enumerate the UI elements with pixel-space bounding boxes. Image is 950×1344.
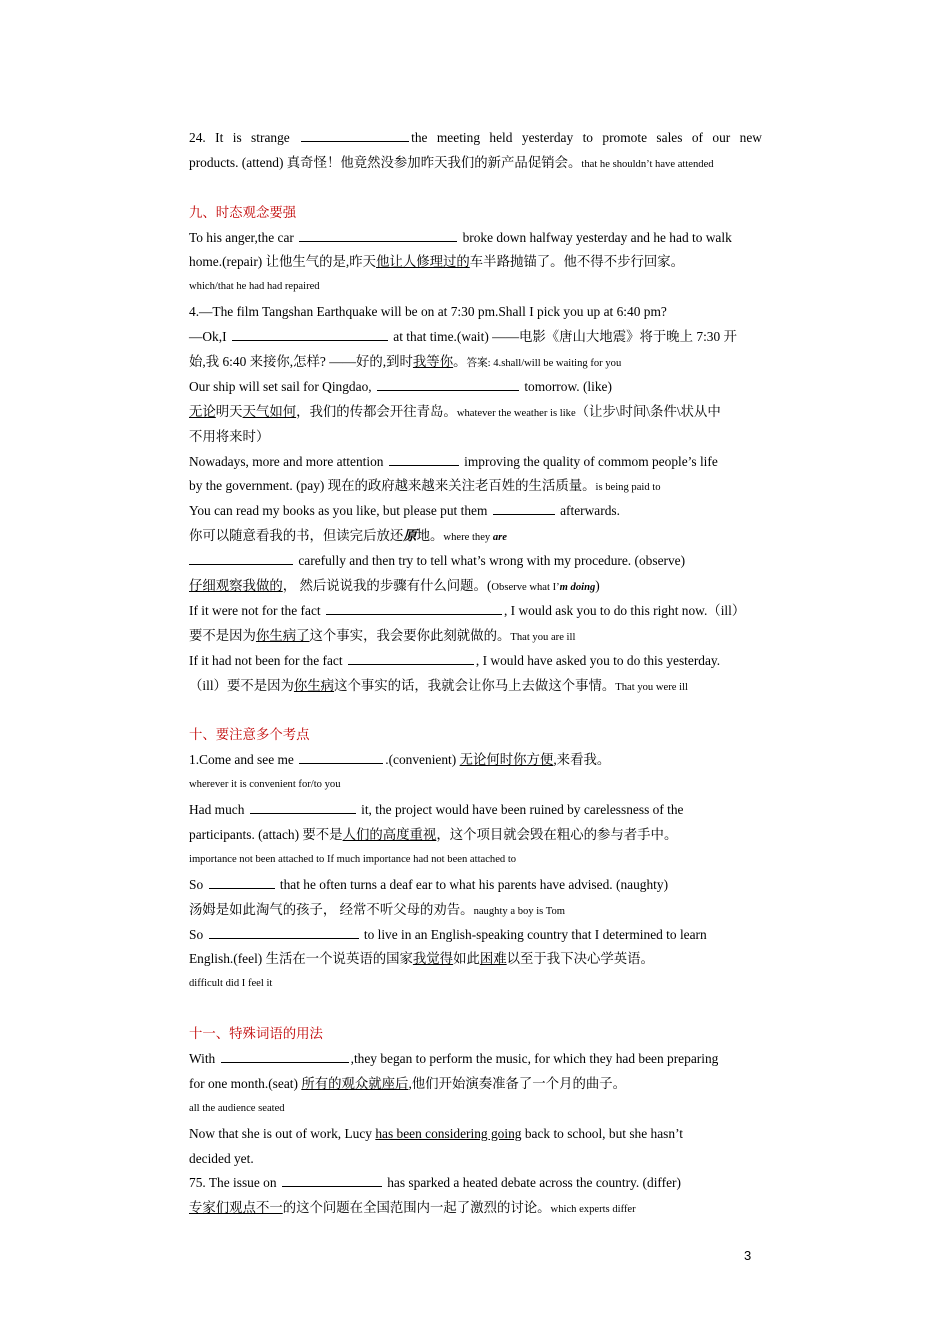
q24-line-2: [189, 151, 762, 176]
question-text: 1.Come and see me: [189, 752, 298, 768]
question-text: ,来看我。: [553, 752, 611, 768]
s11-q1-line-1: [189, 1047, 762, 1072]
q24-text: products. (attend) 真奇怪！他竟然没参加昨天我们的新产品促销会。: [189, 154, 582, 170]
question-text: So: [189, 926, 207, 942]
answer-blank: [189, 552, 293, 565]
answer-text: all the audience seated: [189, 1102, 285, 1114]
s11-q2-line-2: decided yet.: [189, 1150, 254, 1166]
underlined-text: 困难: [479, 951, 507, 967]
s9-q7-line-1: [189, 599, 762, 624]
underlined-text: 你生病了: [255, 627, 310, 643]
question-text: 以至于我下决心学英语。: [506, 951, 654, 967]
question-text: to live in an English-speaking country that I determined to learn: [360, 926, 707, 942]
underlined-text: 仔细观察我做的: [189, 578, 283, 594]
answer-text: importance not been attached to If much importance had not been attached to: [189, 853, 517, 865]
question-text: it, the project would have been ruined by carelessness of the: [357, 802, 684, 818]
s11-q2-line-1: [189, 1122, 762, 1147]
s10-q4-line-1: [189, 923, 762, 948]
underlined-text: 我等你: [412, 354, 454, 370]
answer-blank: [209, 926, 359, 939]
question-text: —Ok,I: [189, 329, 230, 345]
answer-text: [443, 532, 507, 543]
question-text: 这个事实，我会要你此刻就做的。: [309, 627, 511, 643]
question-text: ，我们的传都会开往青岛。: [296, 403, 457, 419]
s9-q1-line-2: [189, 250, 762, 275]
underlined-text: 天气如何: [242, 403, 297, 419]
s9-q3-line-2: [189, 400, 762, 425]
question-text: afterwards.: [556, 503, 620, 519]
question-text: With: [189, 1050, 219, 1066]
question-text: participants. (attach) 要不是: [189, 826, 343, 842]
question-text: has sparked a heated debate across the country. (differ): [383, 1175, 681, 1191]
s9-q3-line-1: [189, 375, 762, 400]
answer-blank: [326, 602, 502, 615]
s11-q3-line-1: [189, 1171, 762, 1196]
s9-q2-line-1: 4.—The film Tangshan Earthquake will be on at 7:30 pm.Shall I pick you up at 6:40 pm?: [189, 304, 667, 320]
document-page: [189, 126, 762, 1221]
s10-q3-line-1: [189, 873, 762, 898]
question-text: So: [189, 876, 207, 892]
s11-q1-line-2: [189, 1072, 762, 1097]
question-text: by the government. (pay) 现在的政府越来越来关注老百姓的生活质量。: [189, 478, 596, 494]
question-text: 你可以随意看我的书，但读完后放还: [189, 528, 404, 544]
answer-blank: [389, 453, 459, 466]
question-text: ， 然后说说我的步骤有什么问题。(: [282, 578, 492, 594]
question-text: 地。: [416, 528, 444, 544]
s9-q5-line-2: [189, 524, 762, 549]
question-text: 75. The issue on: [189, 1175, 280, 1191]
underlined-text: 人们的高度重视: [342, 826, 437, 842]
answer-blank: [348, 652, 474, 665]
question-text: for one month.(seat): [189, 1075, 302, 1091]
question-text: （让步\时间\条件\状从中: [575, 403, 721, 419]
emphasis-text: 原: [403, 528, 417, 544]
answer-text-part: where they: [443, 532, 493, 544]
s9-q1-line-1: [189, 226, 762, 251]
question-text: Now that she is out of work, Lucy: [189, 1125, 376, 1141]
answer-blank: [232, 328, 388, 341]
q24-line-1: [189, 126, 762, 151]
q24-text: 24. It is strange: [189, 130, 300, 145]
s9-q5-line-1: [189, 499, 762, 524]
question-text: tomorrow. (like): [520, 378, 612, 394]
question-text: Nowadays, more and more attention: [189, 453, 387, 469]
question-text: carefully and then try to tell what’s wrong with my procedure. (observe): [295, 553, 686, 569]
underlined-text: 我觉得: [412, 951, 454, 967]
answer-blank: [299, 229, 457, 242]
question-text: 这个事实的话，我就会让你马上去做这个事情。: [334, 677, 616, 693]
s9-q7-line-2: [189, 624, 762, 649]
s10-q1-line-1: [189, 748, 762, 773]
s9-q8-line-2: [189, 674, 762, 699]
answer-emphasis: m doing: [559, 582, 596, 594]
s9-q4-line-2: [189, 474, 762, 499]
question-text: If it were not for the fact: [189, 602, 324, 618]
section-heading-10: 十、要注意多个考点: [189, 727, 310, 743]
question-text: , I would have asked you to do this yesterday.: [475, 652, 721, 668]
question-text: 始,我 6:40 来接你,怎样? ——好的,到时: [189, 354, 413, 370]
question-text: that he often turns a deaf ear to what his parents have advised. (naughty): [276, 876, 669, 892]
underlined-text: 无论: [189, 403, 216, 419]
question-text: ): [595, 578, 600, 594]
answer-text: wherever it is convenient for/to you: [189, 779, 341, 791]
answer-text: [491, 582, 595, 593]
answer-text: 答案: 4.shall/will be waiting for you: [466, 358, 622, 370]
question-text: To his anger,the car: [189, 229, 298, 245]
answer-blank: [250, 801, 356, 814]
answer-text-part: Observe what I’: [491, 582, 560, 594]
answer-text: That you are ill: [510, 631, 576, 643]
answer-emphasis: are: [492, 532, 507, 544]
s9-q4-line-1: [189, 450, 762, 475]
answer-blank: [209, 876, 275, 889]
answer-blank: [377, 378, 519, 391]
s11-q3-line-2: [189, 1196, 762, 1221]
question-text: , I would ask you to do this right now.（ill）: [503, 602, 746, 618]
answer-text: naughty a boy is Tom: [473, 905, 566, 917]
question-text: home.(repair) 让他生气的是,昨天: [189, 254, 377, 270]
question-text: ,他们开始演奏准备了一个月的曲子。: [408, 1075, 627, 1091]
answer-text: difficult did I feel it: [189, 978, 273, 990]
question-text: ，这个项目就会毁在粗心的参与者手中。: [436, 826, 678, 842]
answer-blank: [301, 129, 409, 142]
question-text: （ill）要不是因为: [189, 677, 294, 693]
answer-text: which experts differ: [550, 1204, 636, 1216]
s9-q2-line-2: [189, 325, 762, 350]
s9-q2-line-3: [189, 350, 762, 375]
question-text: at that time.(wait) ——电影《唐山大地震》将于晚上 7:30 开: [389, 329, 737, 345]
question-text: broke down halfway yesterday and he had to walk: [459, 229, 732, 245]
s10-q2-line-2: [189, 823, 762, 848]
question-text: Our ship will set sail for Qingdao,: [189, 378, 375, 394]
answer-text: which/that he had had repaired: [189, 281, 320, 293]
question-text: 如此: [453, 951, 480, 967]
page-number: 3: [744, 1248, 752, 1263]
s9-q6-line-1: [189, 549, 762, 574]
question-text: 车半路抛锚了。他不得不步行回家。: [469, 254, 685, 270]
s9-q8-line-1: [189, 649, 762, 674]
answer-text: whatever the weather is like: [456, 407, 576, 419]
underlined-text: 无论何时你方便: [459, 752, 554, 768]
question-text: back to school, but she hasn’t: [521, 1125, 684, 1141]
question-text: ,they began to perform the music, for which they had been preparing: [350, 1050, 719, 1066]
question-text: .(convenient): [385, 752, 460, 768]
underlined-text: 专家们观点不一: [189, 1200, 283, 1216]
question-text: You can read my books as you like, but please put them: [189, 503, 491, 519]
s10-q2-line-1: [189, 798, 762, 823]
answer-text: that he shouldn’t have attended: [581, 158, 714, 170]
section-heading-9: 九、时态观念要强: [189, 204, 297, 220]
question-text: 汤姆是如此淘气的孩子， 经常不听父母的劝告。: [189, 901, 474, 917]
underlined-text: has been considering going: [375, 1125, 522, 1141]
question-text: English.(feel) 生活在一个说英语的国家: [189, 951, 413, 967]
s9-q3-line-3: 不用将来时）: [189, 428, 270, 444]
underlined-text: 他让人修理过的: [376, 254, 470, 270]
q24-text: the meeting held yesterday to promote sales of our new: [411, 130, 762, 145]
question-text: 。: [453, 354, 467, 370]
s10-q3-line-2: [189, 898, 762, 923]
question-text: 明天: [215, 403, 243, 419]
underlined-text: 所有的观众就座后: [301, 1075, 409, 1091]
underlined-text: 你生病: [293, 677, 335, 693]
answer-blank: [221, 1050, 349, 1063]
question-text: If it had not been for the fact: [189, 652, 346, 668]
answer-blank: [493, 502, 555, 515]
question-text: improving the quality of commom people’s life: [460, 453, 718, 469]
answer-blank: [299, 751, 383, 764]
answer-text: That you were ill: [615, 681, 688, 693]
s10-q4-line-2: [189, 947, 762, 972]
answer-text: is being paid to: [595, 482, 661, 494]
section-heading-11: 十一、特殊词语的用法: [189, 1026, 323, 1042]
question-text: Had much: [189, 802, 248, 818]
question-text: 的这个问题在全国范围内一起了激烈的讨论。: [282, 1200, 551, 1216]
s9-q6-line-2: [189, 574, 762, 599]
question-text: 要不是因为: [189, 627, 256, 643]
answer-blank: [282, 1174, 382, 1187]
